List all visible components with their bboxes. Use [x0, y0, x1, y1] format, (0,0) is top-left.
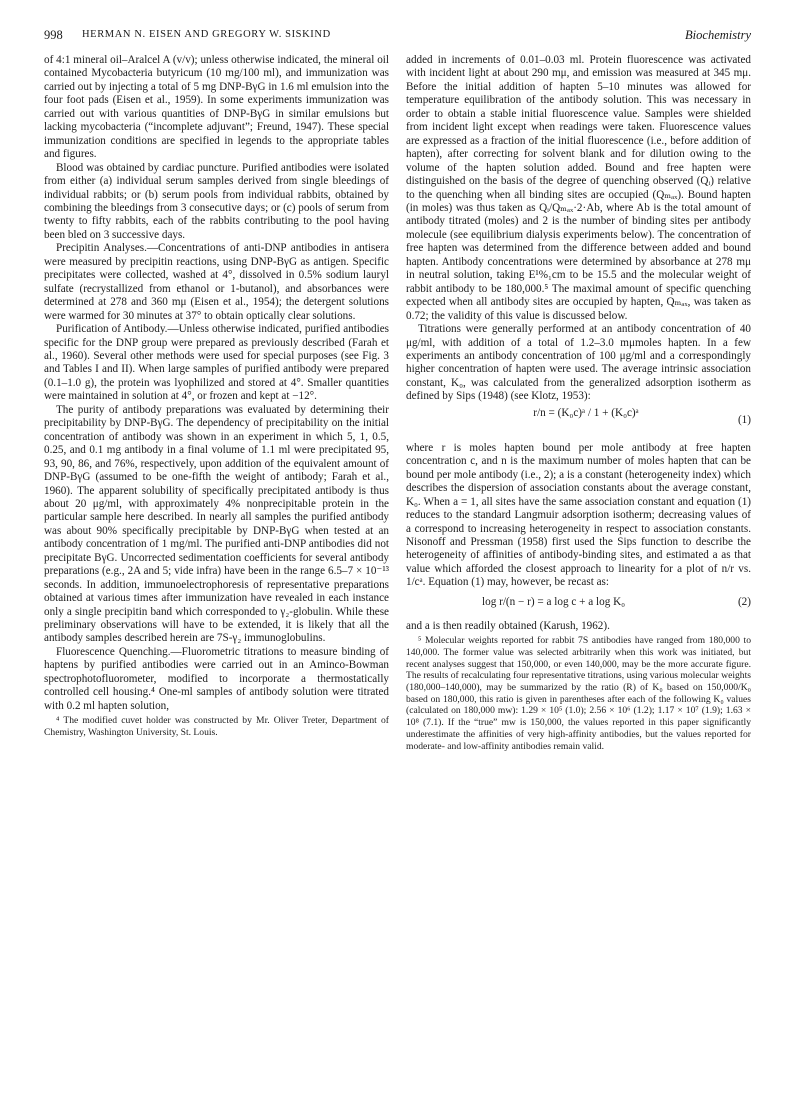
footnote: ⁴ The modified cuvet holder was constructed by Mr. Oliver Treter, Department of Chemistry, Washington University, St. Louis.	[44, 715, 389, 738]
running-header	[44, 28, 751, 46]
left-column	[44, 54, 389, 739]
paragraph: added in increments of 0.01–0.03 ml. Protein fluorescence was activated with incident light at about 290 mμ, and emission was measured at 345 mμ. Before the initial addition of hapten 5–10 minutes was allowed for temperature equilibration of the antibody solution. This was necessary in order to obtain a stable initial fluorescence value. Samples were shielded from incident light except when readings were taken. Fluorescence values are expressed as a fraction of the initial fluorescence (i.e., before addition of hapten), after correcting for solvent blank and for dilution owing to the volume of the hapten solution added. Bound and free hapten were distinguished on the basis of the degree of quenching observed (Qᵢ) relative to the quenching when all binding sites are occupied (Qₘₐₓ). Bound hapten (in moles) was thus taken as Qᵢ/Qₘₐₓ·2·Ab, where Ab is the total amount of antibody titrated (moles) and 2 is the number of binding sites per antibody molecule (see equilibrium dialysis experiments below). The concentration of free hapten was determined from the difference between added and bound hapten. Antibody concentrations were determined by absorbance at 278 mμ in neutral solution, taking E¹%₁cm to be 15.5 and the molecular weight of rabbit antibody to be 180,000.⁵ The maximal amount of specific quenching expected when all antibody sites are occupied by hapten, Qₘₐₓ, was taken as 0.72; the validity of this value is discussed below.	[406, 54, 751, 322]
equation-1	[406, 404, 751, 442]
page-number: 998	[44, 28, 63, 42]
paragraph: Blood was obtained by cardiac puncture. Purified antibodies were isolated from either (a) individual serum samples derived from single bleedings of individual rabbits; or (b) serum pools from individual rabbits, obtained by combining the bleedings from 3 consecutive days; or (c) pools of serum from twenty to fifty rabbits, each of the rabbits contributing to the pool having been bled on 3 successive days.	[44, 161, 389, 241]
equation-2-number: (2)	[737, 595, 751, 608]
paragraph: Precipitin Analyses.—Concentrations of anti-DNP antibodies in antisera were measured by precipitin reactions, using DNP-BγG as antigen. Specific precipitates were collected, washed at 4°, dissolved in 0.5% sodium lauryl sulfate (recrystallized from ethanol or 1-butanol), and absorbances were determined at 278 and 360 mμ (Eisen et al., 1954); the detergent solutions were warmed for 30 minutes at 37° to obtain optically clear solutions.	[44, 242, 389, 322]
right-column	[406, 54, 751, 752]
paragraph: where r is moles hapten bound per mole antibody at free hapten concentration c, and n is the maximum number of moles hapten that can be bound per mole antibody (i.e., 2); a is a constant (heterogeneity index) which describes the dispersion of association constants about the average constant, K₀. When a = 1, all sites have the same association constant and equation (1) reduces to the standard Langmuir adsorption isotherm; decreasing values of a correspond to increasing heterogeneity in respect to association constants. Nisonoff and Pressman (1958) first used the Sips function to describe the heterogeneity of affinities of antibody-binding sites, and estimated a as that value which afforded the closest approach to linearity for a plot of n/r vs. 1/cᵃ. Equation (1) may, however, be recast as:	[406, 441, 751, 589]
paragraph: The purity of antibody preparations was evaluated by determining their precipitability by DNP-BγG. The dependency of precipitability on the initial concentration of antibody was shown in an experiment in which 5, 1, 0.5, 0.25, and 0.1 mg antibody in a final volume of 1.1 ml were precipitated 95, 93, 90, 86, and 76%, respectively, upon addition of the equivalent amount of DNP-BγG (assumed to be one-fifth the weight of antibody; Farah et al., 1960). The apparent solubility of specifically precipitated antibody is thus about 20 μg/ml, with approximately 4% nonprecipitable protein in the particular sample here described. In nearly all samples the purified antibody was about 90% specifically precipitable by DNP-BγG when tested at an antibody concentration of 1 mg/ml. The purified anti-DNP antibodies did not precipitate BγG. Uncorrected sedimentation coefficients for several antibody preparations (e.g., 2A and 5; vide infra) have been in the range 6.5–7 × 10⁻¹³ seconds. In addition, immunoelectrophoresis of representative preparations obtained at various times after immunization have revealed in each instance only a single precipitin band which corresponded to γ₂-globulin. While these preliminary observations will have to be extended, it is likely that all the antibody samples described herein are 7S-γ₂ immunoglobulins.	[44, 403, 389, 645]
equation-2	[406, 590, 751, 620]
running-authors: HERMAN N. EISEN AND GREGORY W. SISKIND	[82, 29, 331, 40]
equation-1-lhs: r/n =	[533, 406, 555, 419]
paragraph: and a is then readily obtained (Karush, 1962).	[406, 619, 610, 632]
paragraph: Purification of Antibody.—Unless otherwise indicated, purified antibodies specific for the DNP group were prepared as previously described (Farah et al., 1960). Several other methods were used for special purposes (see Fig. 3 and Tables I and II). When large samples of purified antibody were prepared (0.1–1.0 g), the protein was lyophilized and stored at 4°. Smaller quantities were maintained in solution at 4°, or frozen and kept at −12°.	[44, 323, 389, 403]
equation-2-text: log r/(n − r) = a log c + a log K₀	[482, 595, 626, 608]
equation-1-number: (1)	[737, 413, 751, 426]
paragraph: Fluorescence Quenching.—Fluorometric titrations to measure binding of haptens by purified antibodies were carried out in an Aminco-Bowman spectrophotofluorometer, modified to incorporate a thermostatically controlled cell housing.⁴ One-ml samples of antibody solution were titrated with 0.2 ml hapten solution,	[44, 645, 389, 712]
journal-name: Biochemistry	[685, 28, 751, 42]
equation-1-rhs: (K₀c)ᵃ / 1 + (K₀c)ᵃ	[557, 406, 639, 419]
paragraph: of 4:1 mineral oil–Aralcel A (v/v); unless otherwise indicated, the mineral oil contained Mycobacteria butyricum (10 mg/100 ml), and immunization was carried out by injecting a total of 5 mg DNP-BγG in 1.6 ml emulsion into the four foot pads (Eisen et al., 1959). In some experiments immunization was carried out with various quantities of DNP-BγG in similar emulsions but lacking mycobacteria (“incomplete adjuvant”; Freund, 1947). These special immunization conditions are specified in legends to the appropriate tables and figures.	[44, 54, 389, 161]
footnote: ⁵ Molecular weights reported for rabbit 7S antibodies have ranged from 180,000 to 140,000. The former value was selected arbitrarily when this work was initiated, but recent analyses suggest that 150,000, or even 140,000, may be the more accurate figure. The results of recalculating four representative titrations, using various molecular weights (180,000–140,000), may be summarized by the ratio (R) of K₀ based on 150,000/K₀ based on 180,000, this ratio is given in parentheses after each of the following K₀ values (calculated on 180,000 mw): 1.29 × 10⁵ (1.0); 2.56 × 10⁶ (1.2); 1.17 × 10⁷ (1.9); 1.63 × 10⁸ (7.1). If the “true” mw is 150,000, the values reported in this paper significantly underestimate the affinities of very high-affinity antibodies, but the values reported for moderate- and low-affinity antibodies remain valid.	[406, 635, 752, 752]
paragraph: Titrations were generally performed at an antibody concentration of 40 μg/ml, with addition of a total of 1.2–3.0 mμmoles hapten. In a few experiments an antibody concentration of 100 μg/ml and a correspondingly higher concentration of hapten were used. The average intrinsic association constant, K₀, was calculated from the generalized adsorption isotherm as defined by Sips (1948) (see Klotz, 1953):	[406, 323, 751, 403]
